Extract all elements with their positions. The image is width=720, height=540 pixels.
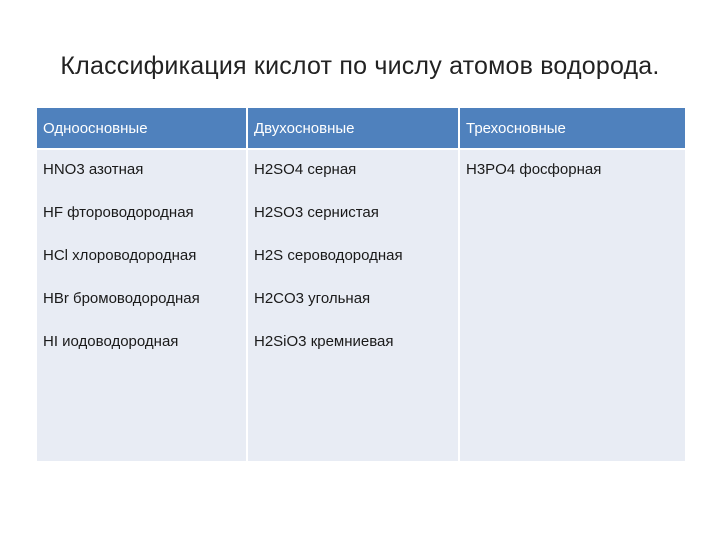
table-cell: H2S сероводородная <box>247 236 459 279</box>
table-cell: HI иодоводородная <box>37 322 247 365</box>
table-cell <box>459 236 685 279</box>
table-header-row <box>37 108 685 149</box>
table-row <box>37 279 685 322</box>
table-filler-row <box>37 365 685 461</box>
table-cell: HBr бромоводородная <box>37 279 247 322</box>
table-cell: H3PO4 фосфорная <box>459 149 685 193</box>
slide-title: Классификация кислот по числу атомов водорода. <box>60 52 660 80</box>
empty-cell <box>247 365 459 461</box>
empty-cell <box>459 365 685 461</box>
empty-cell <box>37 365 247 461</box>
table-cell: H2SiO3 кремниевая <box>247 322 459 365</box>
table-cell <box>459 322 685 365</box>
table-cell: HNO3 азотная <box>37 149 247 193</box>
table-cell: H2SO3 сернистая <box>247 193 459 236</box>
table-cell: HF фтороводородная <box>37 193 247 236</box>
table-cell <box>459 279 685 322</box>
header-tribasic: Трехосновные <box>459 108 685 149</box>
header-dibasic: Двухосновные <box>247 108 459 149</box>
table-cell: H2SO4 серная <box>247 149 459 193</box>
table-cell: H2CO3 угольная <box>247 279 459 322</box>
table-row <box>37 322 685 365</box>
table-cell: HCl хлороводородная <box>37 236 247 279</box>
table-row <box>37 193 685 236</box>
table-row <box>37 236 685 279</box>
table-row <box>37 149 685 193</box>
header-monobasic: Одноосновные <box>37 108 247 149</box>
table-cell <box>459 193 685 236</box>
acid-classification-table <box>37 108 685 461</box>
